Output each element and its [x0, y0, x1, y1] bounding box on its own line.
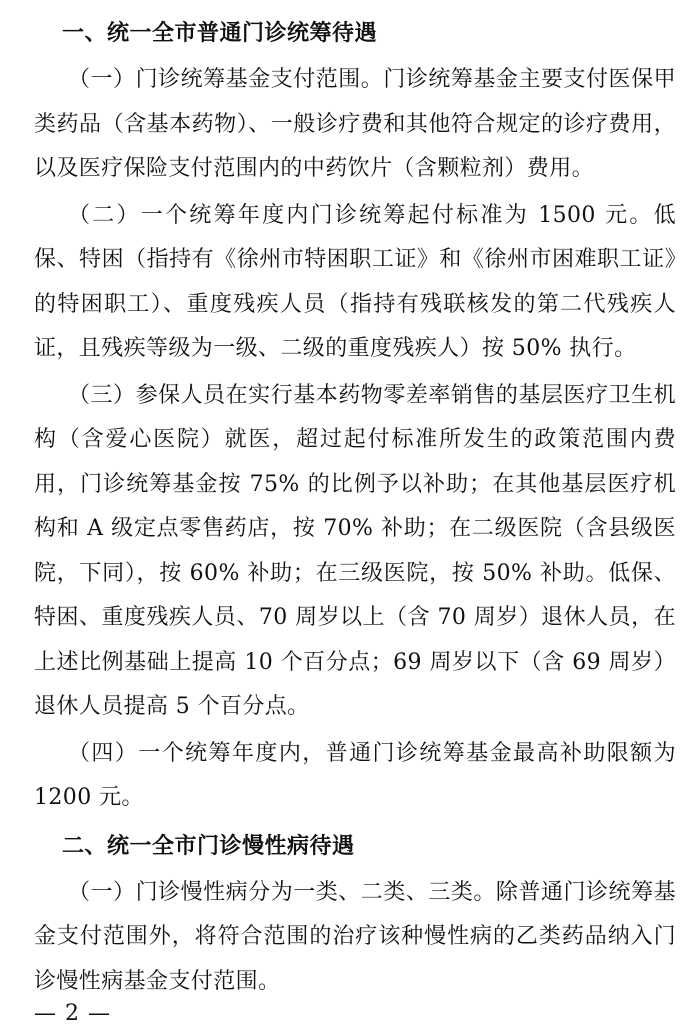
- paragraph-1-1: （一）门诊统筹基金支付范围。门诊统筹基金主要支付医保甲类药品（含基本药物）、一般诊疗费和其他符合规定的诊疗费用，以及医疗保险支付范围内的中药饮片（含颗粒剂）费用。: [34, 67, 676, 181]
- paragraph-2-1: （一）门诊慢性病分为一类、二类、三类。除普通门诊统筹基金支付范围外，将符合范围的治疗该种慢性病的乙类药品纳入门诊慢性病基金支付范围。: [34, 879, 676, 994]
- paragraph-1-3: （三）参保人员在实行基本药物零差率销售的基层医疗卫生机构（含爱心医院）就医，超过起付标准所发生的政策范围内费用，门诊统筹基金按 75% 的比例予以补助；在其他基层医疗机构和 A 级定点零售药店，按 70% 补助；在二级医院（含县级医院，下同），按 60% 补助；在三级医院，按 50% 补助。低保、特困、重度残疾人员、70 周岁以上（含 70 周岁）退休人员，在上述比例基础上提高 10 个百分点；69 周岁以下（含 69 周岁）退休人员提高 5 个百分点。: [34, 382, 676, 719]
- paragraph-1-4: （四）一个统筹年度内，普通门诊统筹基金最高补助限额为 1200 元。: [34, 740, 676, 810]
- section-heading-1: 一、统一全市普通门诊统筹待遇: [62, 21, 378, 46]
- section-heading-2: 二、统一全市门诊慢性病待遇: [62, 833, 355, 859]
- paragraph-1-2: （二）一个统筹年度内门诊统筹起付标准为 1500 元。低保、特困（指持有《徐州市特困职工证》和《徐州市困难职工证》的特困职工）、重度残疾人员（指持有残联核发的第二代残疾人证，且残疾等级为一级、二级的重度残疾人）按 50% 执行。: [34, 202, 676, 361]
- page-number: — 2 —: [34, 1001, 111, 1026]
